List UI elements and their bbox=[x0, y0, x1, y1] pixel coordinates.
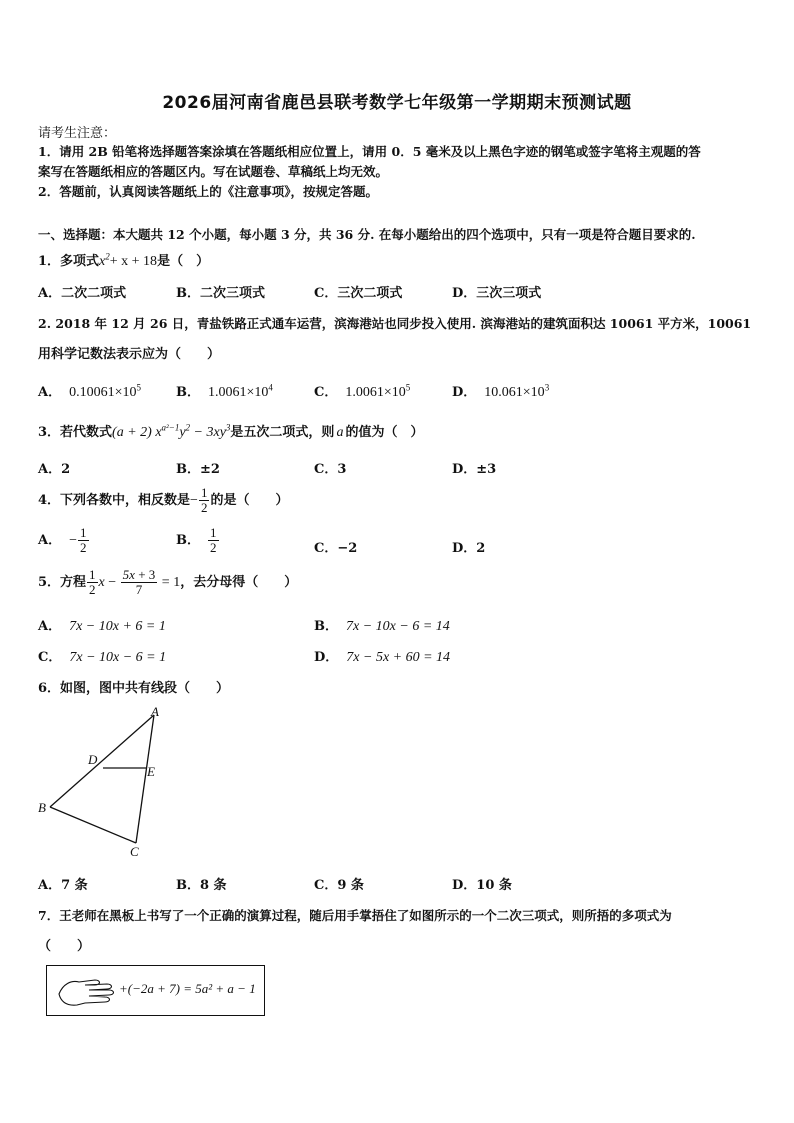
question-5-option-b: B． 7x − 10x − 6 = 14 bbox=[314, 619, 450, 634]
question-1-stem: 1．多项式$x^2+ x + 18$是（ ） bbox=[38, 251, 210, 269]
point-label-b: B bbox=[38, 800, 46, 815]
section-heading: 一、选择题：本大题共 12 个小题，每小题 3 分，共 36 分. 在每小题给出的四个选项中，只有一项是符合题目要求的. bbox=[38, 227, 696, 242]
question-1-option-c: C．三次二项式 bbox=[314, 286, 403, 301]
segment-ac bbox=[136, 715, 154, 843]
question-6-option-b: B．8 条 bbox=[176, 878, 227, 893]
question-2-option-b: B． $1.0061\times 10^4$ bbox=[176, 382, 273, 400]
question-7-line-2: （ ） bbox=[38, 939, 91, 954]
question-1-option-b: B．二次三项式 bbox=[176, 286, 265, 301]
segment-ab bbox=[50, 715, 154, 807]
point-label-c: C bbox=[130, 844, 139, 859]
question-4-option-c: C．−2 bbox=[314, 541, 358, 556]
equation-box bbox=[46, 965, 265, 1016]
point-label-a: A bbox=[151, 704, 159, 719]
segment-bc bbox=[50, 807, 136, 843]
equation-text: +(−2a + 7) = 5a² + a − 1 bbox=[119, 981, 256, 996]
question-5-option-d: D． 7x − 5x + 60 = 14 bbox=[314, 650, 451, 665]
question-6-option-a: A．7 条 bbox=[38, 878, 88, 893]
question-2-option-d: D． $10.061\times 10^3$ bbox=[452, 382, 550, 400]
question-1-option-a: A．二次二项式 bbox=[38, 286, 127, 301]
question-4-option-a: A． − $\frac{1}{2}$ bbox=[38, 525, 87, 555]
question-2-line-2: 用科学记数法表示应为（ ） bbox=[38, 347, 221, 362]
hand-icon bbox=[55, 972, 117, 1010]
question-2-line-1: 2. 2018 年 12 月 26 日，青盐铁路正式通车运营，滨海港站也同步投入使用. 滨海港站的建筑面积达 10061 平方米，10061 bbox=[38, 316, 752, 331]
triangle-figure bbox=[30, 700, 180, 860]
point-label-d: D bbox=[88, 752, 98, 767]
page-title: 2026届河南省鹿邑县联考数学七年级第一学期期末预测试题 bbox=[162, 93, 632, 113]
question-4-option-b: B． $\frac{1}{2}$ bbox=[176, 525, 217, 555]
question-5-option-c: C． 7x − 10x − 6 = 1 bbox=[38, 650, 167, 665]
question-6-option-d: D．10 条 bbox=[452, 878, 512, 893]
question-5-option-a: A． 7x − 10x + 6 = 1 bbox=[38, 619, 166, 634]
question-6-stem: 6．如图，图中共有线段（ ） bbox=[38, 681, 230, 696]
question-6-option-c: C．9 条 bbox=[314, 878, 364, 893]
notice-line-1b: 案写在答题纸相应的答题区内。写在试题卷、草稿纸上均无效。 bbox=[38, 164, 389, 179]
question-4-stem: 4．下列各数中，相反数是− $\frac{1}{2}$ 的是（ ） bbox=[38, 485, 289, 515]
notice-heading: 请考生注意： bbox=[38, 126, 117, 141]
point-label-e: E bbox=[147, 764, 155, 779]
question-3-stem: 3．若代数式(a + 2) $x^{a^2-1}y^2 - 3xy^3$是五次二项式，则 a 的值为（ ） bbox=[38, 422, 424, 440]
question-1-option-d: D．三次三项式 bbox=[452, 286, 542, 301]
question-3-option-c: C．3 bbox=[314, 462, 347, 477]
notice-line-2: 2．答题前，认真阅读答题纸上的《注意事项》，按规定答题。 bbox=[38, 184, 378, 199]
question-4-option-d: D．2 bbox=[452, 541, 486, 556]
question-3-option-d: D．±3 bbox=[452, 462, 497, 477]
question-2-option-a: A． $0.10061\times 10^5$ bbox=[38, 382, 141, 400]
question-5-stem: 5．方程 $\frac{1}{2}$ x − $\frac{5x + 3}{7}$ = 1，去分母得（ ） bbox=[38, 567, 298, 597]
notice-line-1: 1．请用 2B 铅笔将选择题答案涂填在答题纸相应位置上，请用 0．5 毫米及以上黑色字迹的钢笔或签字笔将主观题的答 bbox=[38, 144, 701, 159]
question-7-line-1: 7．王老师在黑板上书写了一个正确的演算过程，随后用手掌捂住了如图所示的一个二次三项式，则所捂的多项式为 bbox=[38, 908, 672, 923]
question-3-option-b: B．±2 bbox=[176, 462, 220, 477]
question-2-option-c: C． $1.0061\times 10^5$ bbox=[314, 382, 411, 400]
question-3-option-a: A．2 bbox=[38, 462, 71, 477]
